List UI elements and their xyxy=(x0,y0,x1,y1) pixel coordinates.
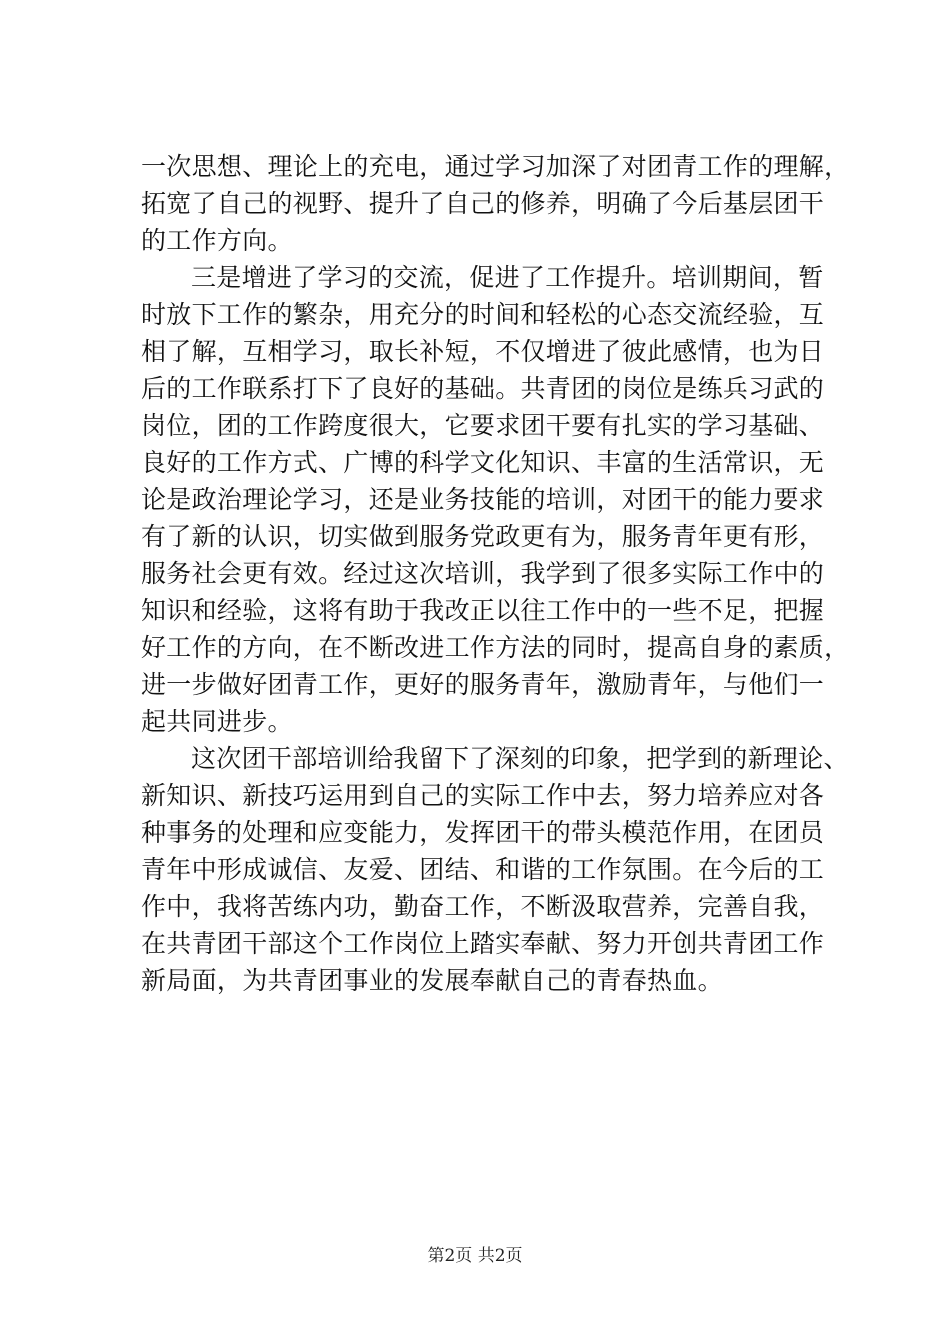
text-line: 相了解，互相学习，取长补短，不仅增进了彼此感情，也为日 xyxy=(141,337,825,366)
text-line: 良好的工作方式、广博的科学文化知识、丰富的生活常识，无 xyxy=(141,448,825,477)
text-line: 的工作方向。 xyxy=(141,226,293,255)
paragraph-start-line: 三是增进了学习的交流，促进了工作提升。培训期间，暂 xyxy=(191,263,824,292)
document-body xyxy=(141,148,850,999)
text-line: 论是政治理论学习，还是业务技能的培训，对团干的能力要求 xyxy=(141,485,825,514)
text-line: 好工作的方向，在不断改进工作方法的同时，提高自身的素质， xyxy=(141,633,850,662)
text-line: 新知识、新技巧运用到自己的实际工作中去，努力培养应对各 xyxy=(141,781,825,810)
text-line: 新局面，为共青团事业的发展奉献自己的青春热血。 xyxy=(141,966,723,995)
text-line: 起共同进步。 xyxy=(141,707,293,736)
text-line: 岗位，团的工作跨度很大，它要求团干要有扎实的学习基础、 xyxy=(141,411,825,440)
text-line: 知识和经验，这将有助于我改正以往工作中的一些不足，把握 xyxy=(141,596,825,625)
text-line: 青年中形成诚信、友爱、团结、和谐的工作氛围。在今后的工 xyxy=(141,855,825,884)
text-line: 作中，我将苦练内功，勤奋工作，不断汲取营养，完善自我， xyxy=(141,892,825,921)
page-number-footer: 第2页 共2页 xyxy=(427,1246,523,1266)
text-line: 拓宽了自己的视野、提升了自己的修养，明确了今后基层团干 xyxy=(141,189,825,218)
paragraph-start-line: 这次团干部培训给我留下了深刻的印象，把学到的新理论、 xyxy=(191,744,849,773)
text-line: 在共青团干部这个工作岗位上踏实奉献、努力开创共青团工作 xyxy=(141,929,825,958)
text-line: 一次思想、理论上的充电，通过学习加深了对团青工作的理解， xyxy=(141,152,850,181)
text-line: 时放下工作的繁杂，用充分的时间和轻松的心态交流经验，互 xyxy=(141,300,825,329)
text-line: 服务社会更有效。经过这次培训，我学到了很多实际工作中的 xyxy=(141,559,825,588)
text-line: 种事务的处理和应变能力，发挥团干的带头模范作用，在团员 xyxy=(141,818,825,847)
text-line: 有了新的认识，切实做到服务党政更有为，服务青年更有形， xyxy=(141,522,825,551)
text-line: 后的工作联系打下了良好的基础。共青团的岗位是练兵习武的 xyxy=(141,374,825,403)
text-line: 进一步做好团青工作，更好的服务青年，激励青年，与他们一 xyxy=(141,670,825,699)
